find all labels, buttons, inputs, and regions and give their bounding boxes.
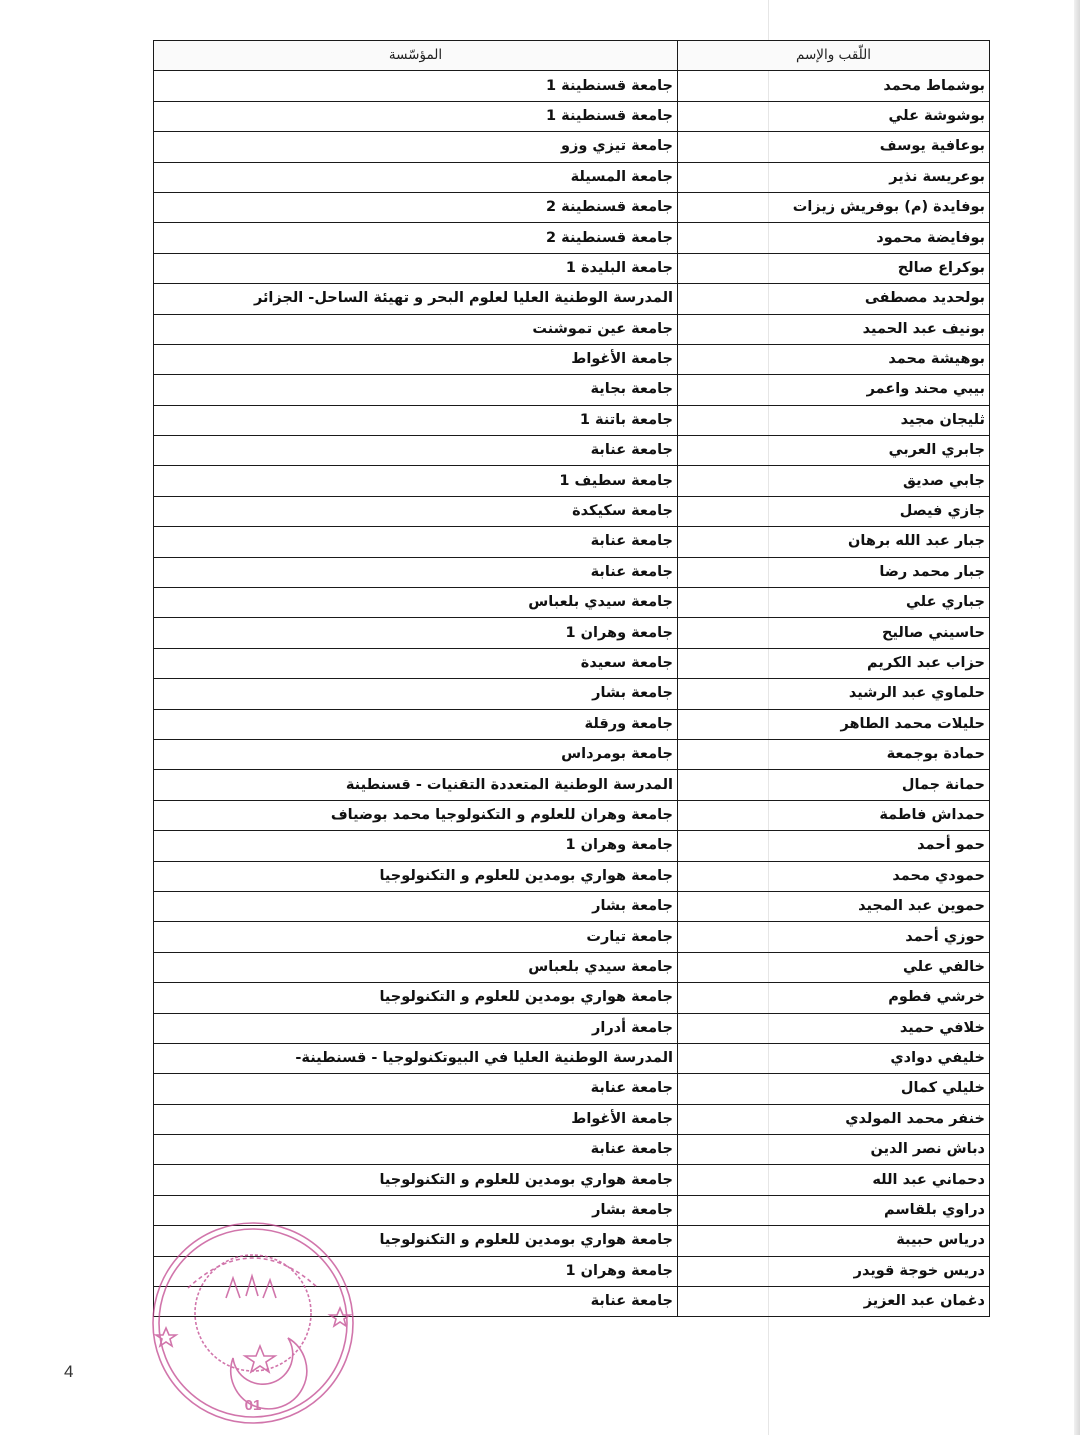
cell-name: حموين عبد المجيد [678,891,990,921]
cell-name: بوشماط محمد [678,71,990,101]
cell-institution: جامعة بشار [154,1195,678,1225]
header-name: اللّقب والإسم [678,41,990,71]
cell-institution: جامعة باتنة 1 [154,405,678,435]
cell-institution: جامعة الأغواط [154,1104,678,1134]
cell-institution: جامعة ورقلة [154,709,678,739]
table-row [154,496,990,526]
cell-name: خليلي كمال [678,1074,990,1104]
cell-institution: جامعة الأغواط [154,344,678,374]
cell-institution: جامعة عين تموشنت [154,314,678,344]
table-row [154,162,990,192]
table-row [154,983,990,1013]
table-row [154,1287,990,1317]
cell-name: بولحديد مصطفى [678,284,990,314]
cell-institution: جامعة بومرداس [154,739,678,769]
cell-institution: جامعة بشار [154,891,678,921]
table-row [154,1135,990,1165]
table-row [154,436,990,466]
table-row [154,1074,990,1104]
cell-institution: جامعة بجاية [154,375,678,405]
cell-name: حوزي أحمد [678,922,990,952]
cell-institution: جامعة وهران 1 [154,1256,678,1286]
cell-name: دريس خوجة قويدر [678,1256,990,1286]
cell-institution: جامعة وهران للعلوم و التكنولوجيا محمد بوضياف [154,800,678,830]
table-header-row [154,41,990,71]
cell-name: خالفي علي [678,952,990,982]
cell-institution: جامعة هواري بومدين للعلوم و التكنولوجيا [154,1165,678,1195]
cell-name: جابي صديق [678,466,990,496]
cell-name: بوكراع صالح [678,253,990,283]
cell-name: ثليجان مجيد [678,405,990,435]
cell-name: خرشي فطوم [678,983,990,1013]
table-row [154,223,990,253]
cell-institution: المدرسة الوطنية العليا لعلوم البحر و تهيئة الساحل- الجزائر [154,284,678,314]
cell-name: حمانة جمال [678,770,990,800]
cell-institution: المدرسة الوطنية العليا في البيوتكنولوجيا - قسنطينة- [154,1043,678,1073]
cell-name: حلماوي عبد الرشيد [678,679,990,709]
cell-name: حمداش فاطمة [678,800,990,830]
table-row [154,770,990,800]
table-row [154,101,990,131]
cell-name: بيبي محند واعمر [678,375,990,405]
stamp-number: 01 [244,1397,262,1414]
cell-name: حليلات محمد الطاهر [678,709,990,739]
cell-institution: جامعة وهران 1 [154,618,678,648]
cell-name: حمو أحمد [678,831,990,861]
table-row [154,344,990,374]
table-row [154,405,990,435]
table-row [154,588,990,618]
cell-institution: جامعة عنابة [154,1287,678,1317]
cell-institution: جامعة عنابة [154,557,678,587]
cell-name: درياس حبيبة [678,1226,990,1256]
cell-institution: جامعة هواري بومدين للعلوم و التكنولوجيا [154,1226,678,1256]
cell-institution: جامعة سكيكدة [154,496,678,526]
cell-institution: جامعة عنابة [154,527,678,557]
table-row [154,557,990,587]
cell-institution: جامعة هواري بومدين للعلوم و التكنولوجيا [154,983,678,1013]
roster-body [154,71,990,1317]
cell-name: جابري العربي [678,436,990,466]
cell-name: بوفايدة (م) بوفريش زيزات [678,192,990,222]
table-row [154,192,990,222]
stamp-crescent-icon [231,1338,307,1409]
cell-institution: جامعة المسيلة [154,162,678,192]
cell-institution: جامعة قسنطينة 1 [154,101,678,131]
cell-name: جبار محمد رضا [678,557,990,587]
cell-institution: جامعة بشار [154,679,678,709]
cell-name: دحماني عبد الله [678,1165,990,1195]
table-row [154,709,990,739]
cell-name: حمادة بوجمعة [678,739,990,769]
cell-name: بوهيشة محمد [678,344,990,374]
stamp-star-icon [245,1346,275,1372]
table-row [154,375,990,405]
cell-name: جباري علي [678,588,990,618]
table-row [154,1043,990,1073]
cell-institution: المدرسة الوطنية المتعددة التقنيات - قسنطينة [154,770,678,800]
cell-institution: جامعة سعيدة [154,648,678,678]
cell-name: حاسيني صاليح [678,618,990,648]
page-edge-shadow [1074,0,1080,1435]
table-row [154,314,990,344]
cell-name: بونيف عبد الحميد [678,314,990,344]
cell-name: خنفر محمد المولدي [678,1104,990,1134]
table-row [154,952,990,982]
table-row [154,739,990,769]
cell-name: خليفي دوادي [678,1043,990,1073]
cell-institution: جامعة قسنطينة 1 [154,71,678,101]
cell-institution: جامعة عنابة [154,1074,678,1104]
cell-name: دراوي بلقاسم [678,1195,990,1225]
table-row [154,253,990,283]
cell-institution: جامعة سطيف 1 [154,466,678,496]
table-row [154,132,990,162]
table-row [154,1013,990,1043]
cell-name: دباش نصر الدين [678,1135,990,1165]
cell-institution: جامعة وهران 1 [154,831,678,861]
table-row [154,648,990,678]
table-row [154,71,990,101]
cell-institution: جامعة سيدي بلعباس [154,588,678,618]
cell-name: حمودي محمد [678,861,990,891]
table-row [154,891,990,921]
cell-name: جبار عبد الله برهان [678,527,990,557]
cell-institution: جامعة قسنطينة 2 [154,192,678,222]
cell-institution: جامعة أدرار [154,1013,678,1043]
cell-name: خلافي حميد [678,1013,990,1043]
cell-institution: جامعة عنابة [154,1135,678,1165]
cell-institution: جامعة تيزي وزو [154,132,678,162]
table-row [154,466,990,496]
table-row [154,1165,990,1195]
table-row [154,284,990,314]
table-row [154,800,990,830]
table-row [154,618,990,648]
cell-institution: جامعة سيدي بلعباس [154,952,678,982]
cell-name: بوعافية يوسف [678,132,990,162]
cell-institution: جامعة قسنطينة 2 [154,223,678,253]
cell-name: حزاب عبد الكريم [678,648,990,678]
cell-institution: جامعة عنابة [154,436,678,466]
cell-name: بوفايضة محمود [678,223,990,253]
roster-table [153,40,990,1317]
cell-name: دغمان عبد العزيز [678,1287,990,1317]
table-row [154,1226,990,1256]
cell-name: جازي فيصل [678,496,990,526]
header-institution: المؤسّسة [154,41,678,71]
table-row [154,1256,990,1286]
table-row [154,831,990,861]
table-row [154,1195,990,1225]
cell-name: بوعريسة نذير [678,162,990,192]
page-number: 4 [64,1362,74,1381]
table-row [154,861,990,891]
table-row [154,679,990,709]
cell-institution: جامعة تيارت [154,922,678,952]
table-row [154,1104,990,1134]
cell-institution: جامعة هواري بومدين للعلوم و التكنولوجيا [154,861,678,891]
table-row [154,922,990,952]
stamp-star-left-icon [156,1328,176,1346]
table-row [154,527,990,557]
cell-name: بوشوشة علي [678,101,990,131]
cell-institution: جامعة البليدة 1 [154,253,678,283]
